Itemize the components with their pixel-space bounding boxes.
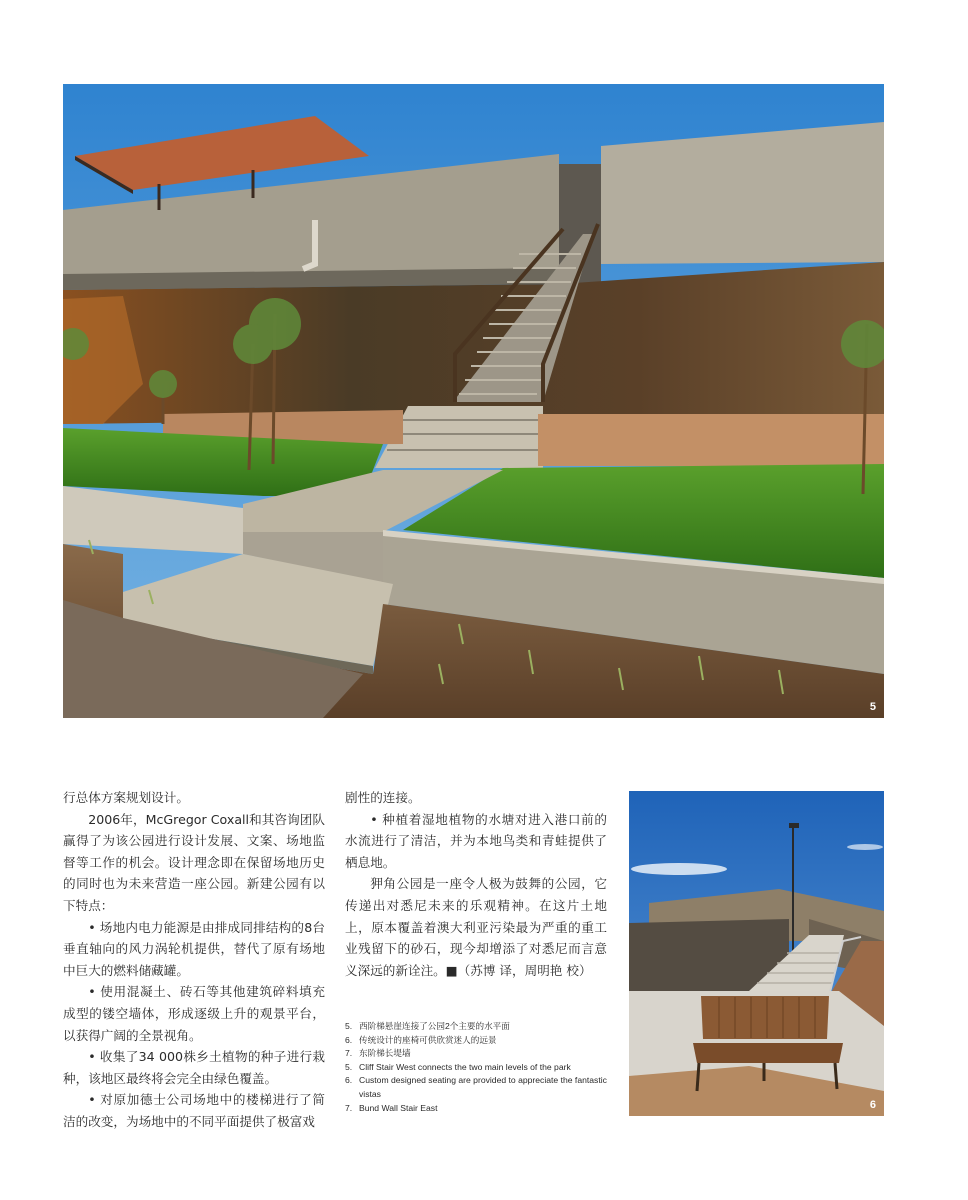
bullet-paragraph: • 种植着湿地植物的水塘对进入港口前的水流进行了清洁，并为本地鸟类和青蛙提供了栖息地。 [345,811,607,870]
caption-item: 7. Bund Wall Stair East [345,1102,438,1113]
paragraph: 狎角公园是一座令人极为鼓舞的公园，它传递出对悉尼未来的乐观精神。在这片土地上，原本覆盖着澳大利亚污染最为严重的重工业残留下的砂石，现今却增添了对悉尼而言意义深远的新诠注。■（苏博 译，周明艳 校） [345,876,607,978]
bullet-paragraph: • 对原加德士公司场地中的楼梯进行了简洁的改变，为场地中的不同平面提供了极富戏 [63,1092,325,1129]
caption-item: 5. 西阶梯悬崖连接了公园2个主要的水平面 [345,1021,510,1031]
figure-number-5: 5 [869,701,876,713]
paragraph: 2006年，McGregor Coxall和其咨询团队赢得了为该公园进行设计发展、文案、场地监督等工作的机会。设计理念即在保留场地历史的同时也为未来营造一座公园。新建公园有以下特点： [63,811,325,913]
caption-item: 6. Custom designed seating are provided to appreciate the fantastic vistas [345,1075,607,1099]
caption-item: 6. 传统设计的座椅可供欣赏迷人的远景 [345,1034,497,1045]
paragraph: 行总体方案规划设计。 [63,790,189,805]
caption-item: 5. Cliff Stair West connects the two main levels of the park [345,1061,571,1072]
bullet-paragraph: • 使用混凝土、砖石等其他建筑碎料填充成型的镂空墙体，形成逐级上升的观景平台，以获得广阔的全景视角。 [63,984,325,1043]
main-photo [63,84,884,718]
paragraph: 剧性的连接。 [345,790,421,805]
text-column-right [345,787,607,981]
figure-number-6: 6 [869,1099,876,1111]
park-stair-photo [63,84,884,718]
text-column-left [63,787,325,1133]
bullet-paragraph: • 收集了34 000株乡土植物的种子进行栽种，该地区最终将会完全由绿色覆盖。 [63,1049,325,1086]
caption-item: 7. 东阶梯长堤墙 [345,1048,411,1059]
figure-captions [345,1020,607,1115]
side-photo [629,791,884,1116]
bench-photo [629,791,884,1116]
bullet-paragraph: • 场地内电力能源是由排成同排结构的8台垂直轴向的风力涡轮机提供，替代了原有场地中巨大的燃料储藏罐。 [63,919,325,978]
